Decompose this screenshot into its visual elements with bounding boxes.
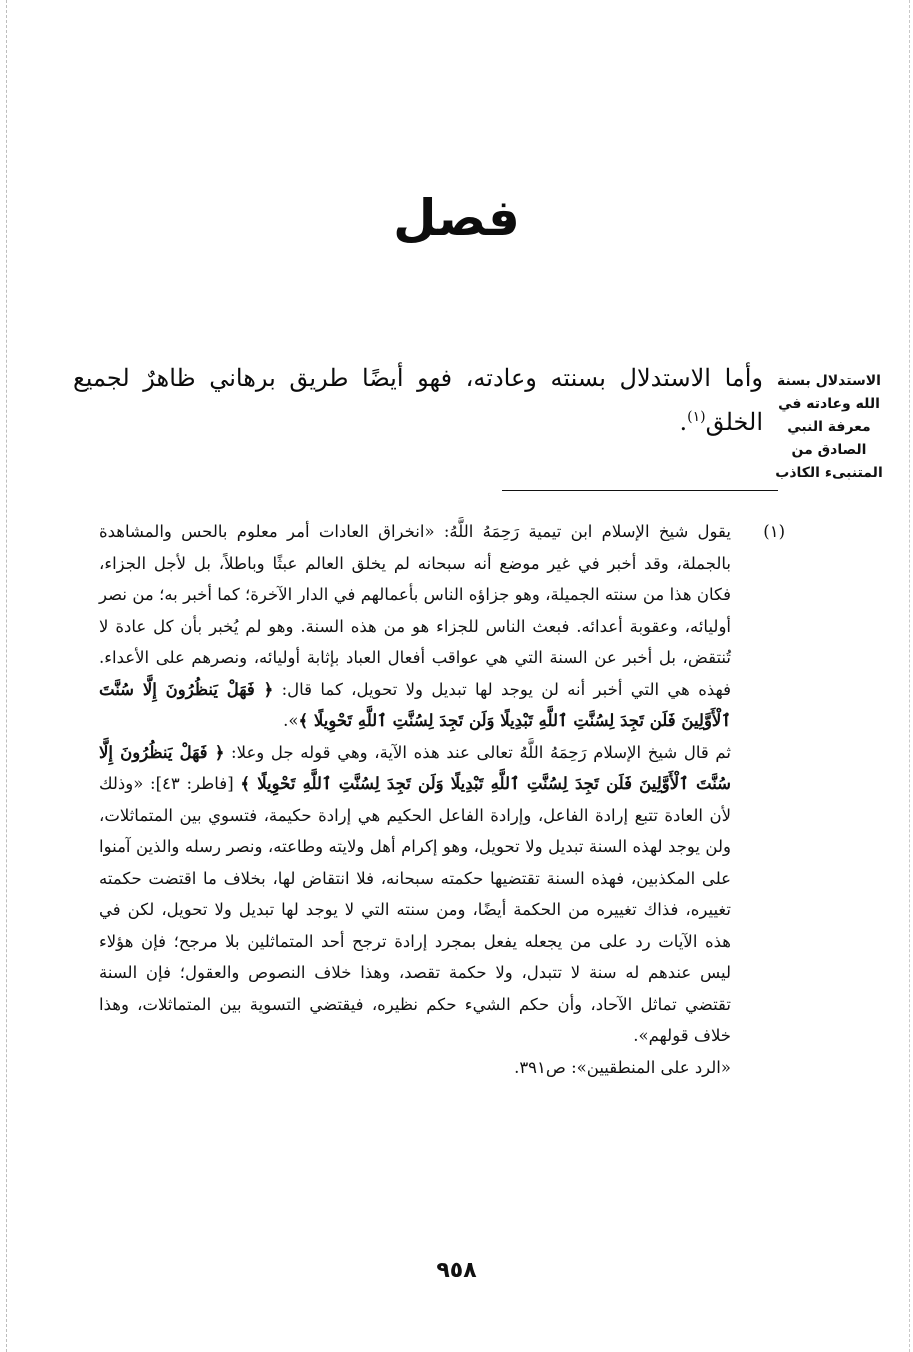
footnote-part-4: «وذلك لأن العادة تتبع إرادة الفاعل، وإرادة الفاعل الحكيم هي إرادة حكيمة، فتسوي بين المتماثلات، ولن يوجد لهذه السنة تبديل ولا تحويل، وهو إكرام أهل ولايته وطاعته، ونصر رسله والذين آمنوا على المكذبين، فهذه السنة تقتضيها حكمته سبحانه، فلا انتقاض لها، بخلاف ما اقتضت حكمته تغييره، فذاك تغييره من الحكمة أيضًا، ومن سنته التي لا يوجد لها تبديل ولا تحويل، لكن في هذه الآيات رد على من يجعله يفعل بمجرد إرادة ترجح أحد المتماثلين بلا مرجح؛ فإن هؤلاء ليس عندهم له سنة لا تتبدل، ولا حكمة تقصد، وهذا خلاف النصوص والعقول؛ فإن السنة تقتضي تماثل الآحاد، وأن حكم الشيء حكم نظيره، فيقتضي التسوية بين المتماثلات، وهذا خلاف قولهم».	[99, 774, 731, 1045]
footnote-source: «الرد على المنطقيين»: ص٣٩١.	[514, 1057, 731, 1077]
footnote-part-1: يقول شيخ الإسلام ابن تيمية رَحِمَهُ اللَّهُ: «انخراق العادات أمر معلوم بالحس والمشاهدة بالجملة، وقد أخبر في غير موضع أنه سبحانه لم يخلق العالم عبثًا وباطلاً، بل لأجل الجزاء، فكان هذا من سنته الجميلة، وهو جزاؤه الناس بأعمالهم في الدار الآخرة؛ كما أخبر به؛ من نصر أوليائه، وعقوبة أعدائه. فبعث الناس للجزاء هو من هذه السنة. وهو لم يُخبر بأن كل عادة لا تُنتقض، بل أخبر عن السنة التي هي عواقب أفعال العباد بإثابة أوليائه، ونصرهم على الأعداء. فهذه هي التي أخبر أنه لن يوجد لها تبديل ولا تحويل، كما قال:	[99, 522, 731, 699]
main-paragraph-text: وأما الاستدلال بسنته وعادته، فهو أيضًا طريق برهاني ظاهرٌ لجميع الخلق	[73, 364, 763, 436]
footnote-part-2: ».	[283, 711, 299, 730]
page-number: ٩٥٨	[436, 1258, 477, 1283]
margin-note: الاستدلال بسنة الله وعادته في معرفة النبي الصادق من المتنبىء الكاذب	[775, 373, 883, 481]
verse-citation: [فاطر: ٤٣]:	[150, 774, 234, 793]
footnote-body	[99, 516, 731, 1083]
footnote-number: (١)	[763, 522, 785, 541]
chapter-title: فصل	[393, 189, 520, 247]
main-paragraph	[73, 356, 763, 444]
quran-verse-1: ﴿ فَهَلْ يَنظُرُونَ إِلَّا سُنَّتَ ٱلْأَوَّلِينَ فَلَن تَجِدَ لِسُنَّتِ ٱللَّهِ تَبْدِيلًا وَلَن تَجِدَ لِسُنَّتِ ٱللَّهِ تَحْوِيلًا ﴾	[99, 679, 731, 730]
main-paragraph-end: .	[679, 408, 688, 436]
quran-verse-2: ﴿ فَهَلْ يَنظُرُونَ إِلَّا سُنَّتَ ٱلْأَوَّلِينَ فَلَن تَجِدَ لِسُنَّتِ ٱللَّهِ تَبْدِيلًا وَلَن تَجِدَ لِسُنَّتِ ٱللَّهِ تَحْوِيلًا ﴾	[99, 742, 731, 793]
footnote-reference: (١)	[687, 409, 706, 425]
footnote-part-3: ثم قال شيخ الإسلام رَحِمَهُ اللَّهُ تعالى عند هذه الآية، وهي قوله جل وعلا:	[231, 742, 731, 762]
footnote-separator	[502, 490, 778, 491]
